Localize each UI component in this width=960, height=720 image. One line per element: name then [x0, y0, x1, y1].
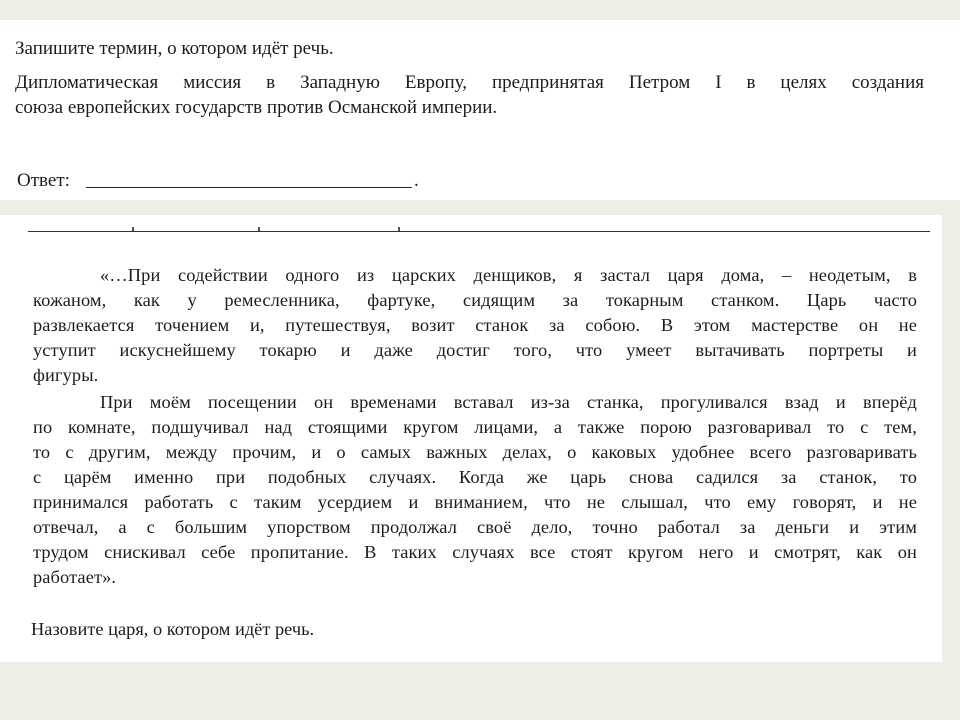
source-text-line: уступит искуснейшему токарю и даже достиг того, что умеет вытачивать портреты и	[33, 340, 917, 360]
source-text-line: по комнате, подшучивал над стоящими кругом лицами, а также порою разговаривал то с тем,	[33, 417, 917, 437]
source-text-line: отвечал, а с большим упорством продолжал своё дело, точно работал за деньги и этим	[33, 517, 917, 537]
table-edge-tick	[132, 227, 134, 232]
table-edge-tick	[398, 227, 400, 232]
source-text-line: фигуры.	[33, 365, 99, 385]
question-1-description-line: союза европейских государств против Османской империи.	[15, 97, 498, 118]
source-text-line: с царём именно при подобных случаях. Когда же царь снова садился за станок, то	[33, 467, 917, 487]
source-text-line: работает».	[33, 567, 117, 587]
question-1-card	[0, 20, 960, 200]
table-edge-tick	[258, 227, 260, 232]
cropped-table-edge	[28, 215, 930, 232]
source-text-line: то с другим, между прочим, и о самых важных делах, о каковых удобнее всего разговаривать	[33, 442, 917, 462]
question-1-description-line: Дипломатическая миссия в Западную Европу, предпринятая Петром I в целях создания	[15, 72, 924, 93]
answer-blank-line[interactable]	[86, 187, 412, 188]
source-text-line: При моём посещении он временами вставал из-за станка, прогуливался взад и вперёд	[100, 392, 917, 412]
question-2-card	[0, 215, 942, 662]
question-1-instruction: Запишите термин, о котором идёт речь.	[15, 38, 334, 59]
answer-label: Ответ:	[17, 170, 70, 191]
source-text-line: развлекается точением и, путешествуя, возит станок за собою. В этом мастерстве он не	[33, 315, 917, 335]
question-2-text: Назовите царя, о котором идёт речь.	[31, 619, 315, 639]
source-text-line: трудом снискивал себе пропитание. В таких случаях все стоят кругом него и смотрят, как он	[33, 542, 917, 562]
source-text-line: «…При содействии одного из царских денщиков, я застал царя дома, – неодетым, в	[100, 265, 917, 285]
source-text-line: кожаном, как у ремесленника, фартуке, сидящим за токарным станком. Царь часто	[33, 290, 917, 310]
answer-period: .	[414, 170, 419, 191]
source-text-line: принимался работать с таким усердием и вниманием, что не слышал, что ему говорят, и не	[33, 492, 917, 512]
